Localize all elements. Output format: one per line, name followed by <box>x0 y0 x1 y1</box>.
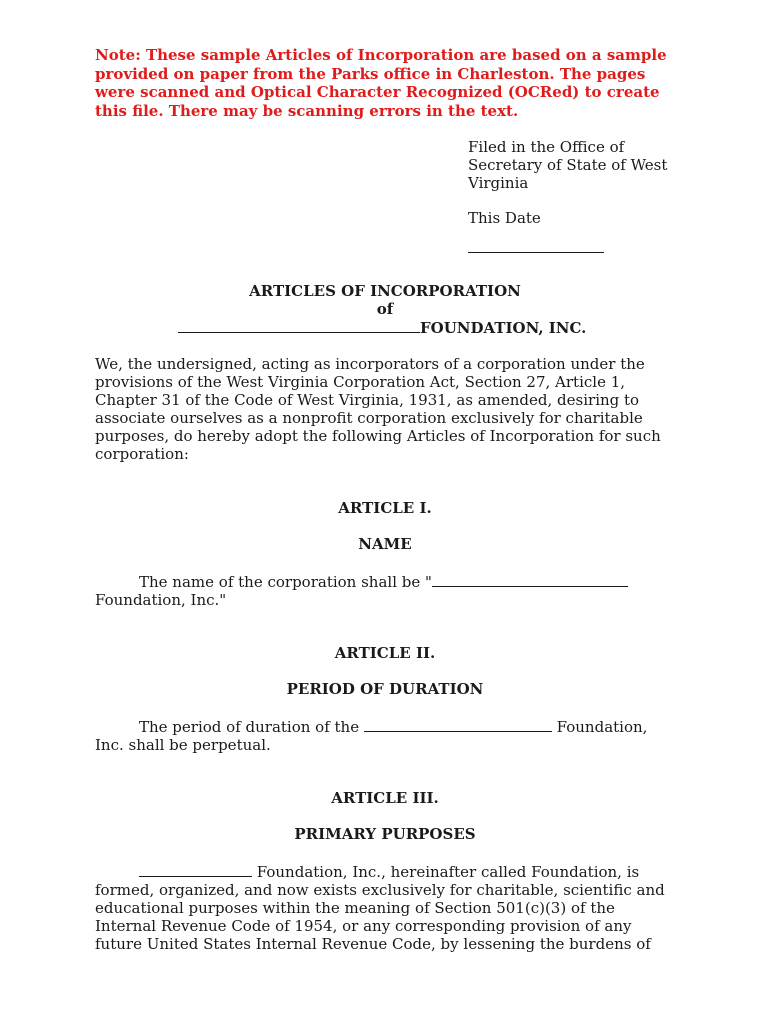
sample-note <box>95 46 715 120</box>
intro-line: corporation: <box>95 445 189 463</box>
date-blank-line <box>468 252 604 253</box>
article-3-line: future United States Internal Revenue Code, by lessening the burdens of <box>95 935 651 953</box>
article-2-text-after: Foundation, <box>556 718 648 736</box>
note-line: were scanned and Optical Character Recognized (OCRed) to create <box>95 83 660 101</box>
article-3-line: formed, organized, and now exists exclusively for charitable, scientific and <box>95 881 665 899</box>
article-3-heading: PRIMARY PURPOSES <box>294 825 476 843</box>
intro-line: provisions of the West Virginia Corporation Act, Section 27, Article 1, <box>95 373 626 391</box>
intro-line: associate ourselves as a nonprofit corporation exclusively for charitable <box>95 409 643 427</box>
article-2-text-end: Inc. shall be perpetual. <box>95 736 271 754</box>
intro-line: purposes, do hereby adopt the following Articles of Incorporation for such <box>95 427 661 445</box>
filed-line: Secretary of State of West <box>468 156 668 174</box>
intro-line: Chapter 31 of the Code of West Virginia, 1931, as amended, desiring to <box>95 391 640 409</box>
foundation-name-blank <box>178 318 420 333</box>
title-line: of <box>376 300 394 318</box>
article-1-text <box>95 572 675 609</box>
intro-line: We, the undersigned, acting as incorporators of a corporation under the <box>95 355 645 373</box>
note-line: provided on paper from the Parks office in Charleston. The pages <box>95 64 646 83</box>
title-foundation-line <box>95 318 675 336</box>
article-2-text <box>95 717 675 754</box>
title-line: ARTICLES OF INCORPORATION <box>249 282 521 300</box>
article-3-line-1: Foundation, Inc., hereinafter called Foundation, is <box>256 863 640 881</box>
document-title <box>95 282 675 336</box>
article-1-text-start: The name of the corporation shall be " <box>139 573 432 591</box>
purpose-blank-line <box>139 862 252 877</box>
intro-paragraph <box>95 355 685 463</box>
filing-block <box>468 138 698 253</box>
article-2-heading: PERIOD OF DURATION <box>286 680 484 698</box>
note-line: Note: These sample Articles of Incorporation are based on a sample <box>95 46 667 64</box>
name-blank-line <box>432 572 628 587</box>
article-1-text-end: Foundation, Inc." <box>95 591 227 609</box>
article-1-number: ARTICLE I. <box>338 499 432 517</box>
article-3-line: educational purposes within the meaning of Section 501(c)(3) of the <box>95 899 615 917</box>
article-2-number: ARTICLE II. <box>334 644 436 662</box>
article-1-heading: NAME <box>358 535 412 553</box>
title-suffix: FOUNDATION, INC. <box>420 319 587 337</box>
article-2-text-start: The period of duration of the <box>139 718 360 736</box>
date-label: This Date <box>468 209 541 227</box>
article-3-number: ARTICLE III. <box>331 789 439 807</box>
filed-line: Filed in the Office of <box>468 138 625 156</box>
duration-blank-line <box>364 717 552 732</box>
article-3-text <box>95 862 685 953</box>
note-line: this file. There may be scanning errors in the text. <box>95 101 519 120</box>
filed-line: Virginia <box>468 174 529 192</box>
article-3-line: Internal Revenue Code of 1954, or any corresponding provision of any <box>95 917 632 935</box>
